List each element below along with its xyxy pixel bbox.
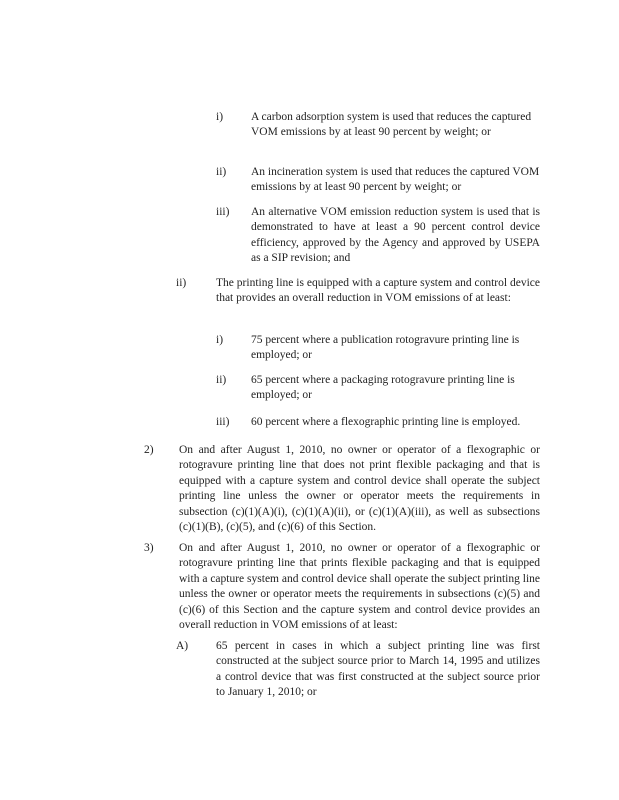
list-item-label: i) — [216, 111, 224, 123]
list-item — [216, 415, 540, 430]
list-item-label: ii) — [216, 374, 227, 386]
list-item-text: 60 percent where a flexographic printing line is employed. — [251, 416, 521, 428]
list-item — [144, 541, 540, 633]
list-item — [216, 205, 540, 267]
list-item — [216, 333, 540, 364]
list-item-text: 75 percent where a publication rotogravure printing line is employed; or — [251, 334, 520, 362]
list-item-label: ii) — [216, 166, 227, 178]
list-item-text: An incineration system is used that reduces the captured VOM emissions by at least 90 percent by weight; or — [251, 166, 540, 194]
list-item-label: iii) — [216, 416, 230, 428]
list-item — [144, 443, 540, 535]
list-item-label: A) — [176, 640, 189, 652]
list-item-text: On and after August 1, 2010, no owner or operator of a flexographic or rotogravure printing line that prints flexible packaging and that is equipped with a capture system and control device shall operate the subject printing line unless the owner or operator meets the requirements in subsections (c)(5) and (c)(6) of this Section and the capture system and control device provides an overall reduction in VOM emissions of at least: — [179, 542, 540, 632]
list-item-text: 65 percent in cases in which a subject printing line was first constructed at the subject source prior to March 14, 1995 and utilizes a control device that was first constructed at the subject source prior to January 1, 2010; or — [216, 640, 540, 699]
list-item-label: iii) — [216, 206, 230, 218]
list-item — [216, 110, 540, 141]
list-item — [216, 165, 540, 196]
list-item-text: A carbon adsorption system is used that reduces the captured VOM emissions by at least 90 percent by weight; or — [251, 111, 532, 139]
list-item-text: 65 percent where a packaging rotogravure printing line is employed; or — [251, 374, 515, 402]
list-item-label: 2) — [144, 444, 154, 456]
list-item-label: i) — [216, 334, 224, 346]
list-item — [176, 639, 540, 701]
list-item-text: The printing line is equipped with a capture system and control device that provides an overall reduction in VOM emissions of at least: — [216, 277, 540, 305]
list-item — [216, 373, 540, 404]
list-item-text: An alternative VOM emission reduction system is used that is demonstrated to have at least a 90 percent control device efficiency, approved by the Agency and approved by USEPA as a SIP revision; and — [251, 206, 540, 265]
list-item-label: ii) — [176, 277, 187, 289]
list-item-label: 3) — [144, 542, 154, 554]
list-item-text: On and after August 1, 2010, no owner or operator of a flexographic or rotogravure printing line that does not print flexible packaging and that is equipped with a capture system and control device shall operate the subject printing line unless the owner or operator meets the requirements in subsection (c)(1)(A)(i), (c)(1)(A)(ii), or (c)(1)(A)(iii), as well as subsections (c)(1)(B), (c)(5), and (c)(6) of this Section. — [179, 444, 540, 534]
list-item — [176, 276, 540, 307]
